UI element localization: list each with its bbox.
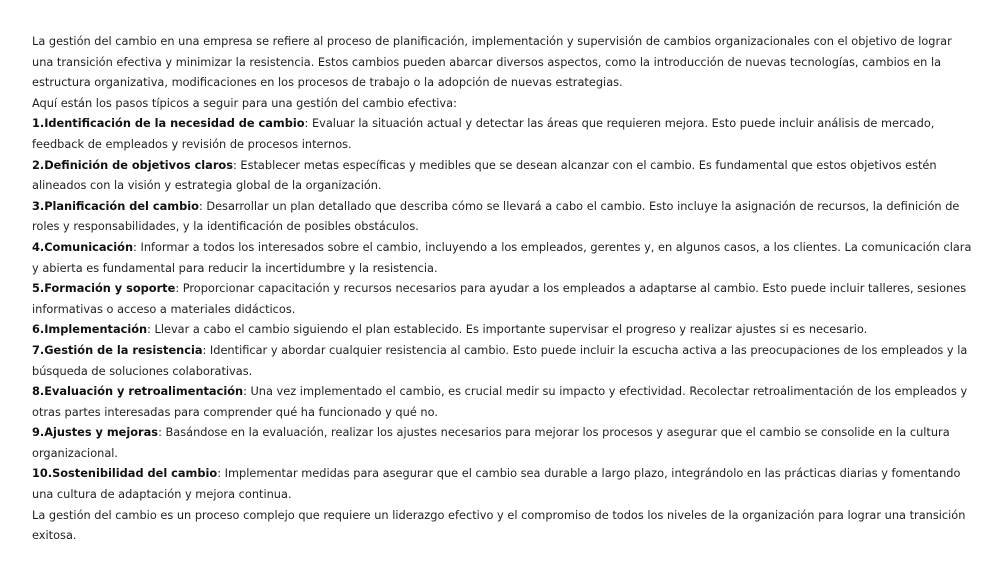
step-2 bbox=[32, 155, 976, 196]
step-1 bbox=[32, 113, 976, 154]
step-6-text: : Llevar a cabo el cambio siguiendo el plan establecido. Es importante supervisar el progreso y realizar ajustes si es necesario. bbox=[147, 322, 868, 337]
step-7-title: 7.Gestión de la resistencia bbox=[32, 342, 203, 357]
step-5-title: 5.Formación y soporte bbox=[32, 281, 176, 296]
lead-in-paragraph: Aquí están los pasos típicos a seguir para una gestión del cambio efectiva: bbox=[32, 95, 457, 110]
step-8-text: : Una vez implementado el cambio, es crucial medir su impacto y efectividad. Recolectar retroalimentación de los empleados y otras partes interesadas para comprender qué ha funcionado y qué no. bbox=[32, 384, 968, 419]
step-9-title: 9.Ajustes y mejoras bbox=[32, 425, 159, 440]
step-9-text: : Basándose en la evaluación, realizar los ajustes necesarios para mejorar los procesos y asegurar que el cambio se consolide en la cultura organizacional. bbox=[32, 425, 950, 460]
step-5 bbox=[32, 278, 976, 319]
conclusion-paragraph: La gestión del cambio es un proceso complejo que requiere un liderazgo efectivo y el compromiso de todos los niveles de la organización para lograr una transición exitosa. bbox=[32, 507, 966, 543]
document-body bbox=[32, 31, 976, 546]
step-1-title: 1.Identificación de la necesidad de cambio bbox=[32, 116, 305, 131]
step-7-text: : Identificar y abordar cualquier resistencia al cambio. Esto puede incluir la escucha activa a las preocupaciones de los empleados y la búsqueda de soluciones colaborativas. bbox=[32, 342, 968, 378]
step-3-text: : Desarrollar un plan detallado que describa cómo se llevará a cabo el cambio. Esto incluye la asignación de recursos, la definición de roles y responsabilidades, y la identificación de posibles obstáculos. bbox=[32, 198, 960, 234]
intro-paragraph: La gestión del cambio en una empresa se refiere al proceso de planificación, implementación y supervisión de cambios organizacionales con el objetivo de lograr una transición efectiva y minimizar la resistencia. Estos cambios pueden abarcar diversos aspectos, como la introducción de nuevas tecnologías, cambios en la estructura organizativa, modificaciones en los procesos de trabajo o la adopción de nuevas estrategias. bbox=[32, 34, 952, 90]
step-2-text: : Establecer metas específicas y medibles que se desean alcanzar con el cambio. Es fundamental que estos objetivos estén alineados con la visión y estrategia global de la organización. bbox=[32, 157, 937, 193]
step-3 bbox=[32, 196, 976, 237]
step-8 bbox=[32, 381, 976, 422]
step-2-title: 2.Definición de objetivos claros bbox=[32, 157, 233, 172]
step-5-text: : Proporcionar capacitación y recursos necesarios para ayudar a los empleados a adaptarse al cambio. Esto puede incluir talleres, sesiones informativas o acceso a materiales didácticos. bbox=[32, 281, 967, 316]
step-10-title: 10.Sostenibilidad del cambio bbox=[32, 466, 218, 481]
step-3-title: 3.Planificación del cambio bbox=[32, 198, 199, 213]
step-4 bbox=[32, 237, 976, 278]
step-10-text: : Implementar medidas para asegurar que el cambio sea durable a largo plazo, integrándolo en las prácticas diarias y fomentando una cultura de adaptación y mejora continua. bbox=[32, 466, 961, 502]
step-4-title: 4.Comunicación bbox=[32, 239, 134, 254]
step-6 bbox=[32, 319, 976, 340]
step-1-text: : Evaluar la situación actual y detectar las áreas que requieren mejora. Esto puede incluir análisis de mercado, feedback de empleados y revisión de procesos internos. bbox=[32, 116, 935, 151]
step-7 bbox=[32, 340, 976, 381]
step-9 bbox=[32, 422, 976, 463]
step-4-text: : Informar a todos los interesados sobre el cambio, incluyendo a los empleados, gerentes y, en algunos casos, a los clientes. La comunicación clara y abierta es fundamental para reducir la incertidumbre y la resistencia. bbox=[32, 239, 972, 275]
step-6-title: 6.Implementación bbox=[32, 322, 148, 337]
step-10 bbox=[32, 463, 976, 504]
step-8-title: 8.Evaluación y retroalimentación bbox=[32, 384, 244, 399]
